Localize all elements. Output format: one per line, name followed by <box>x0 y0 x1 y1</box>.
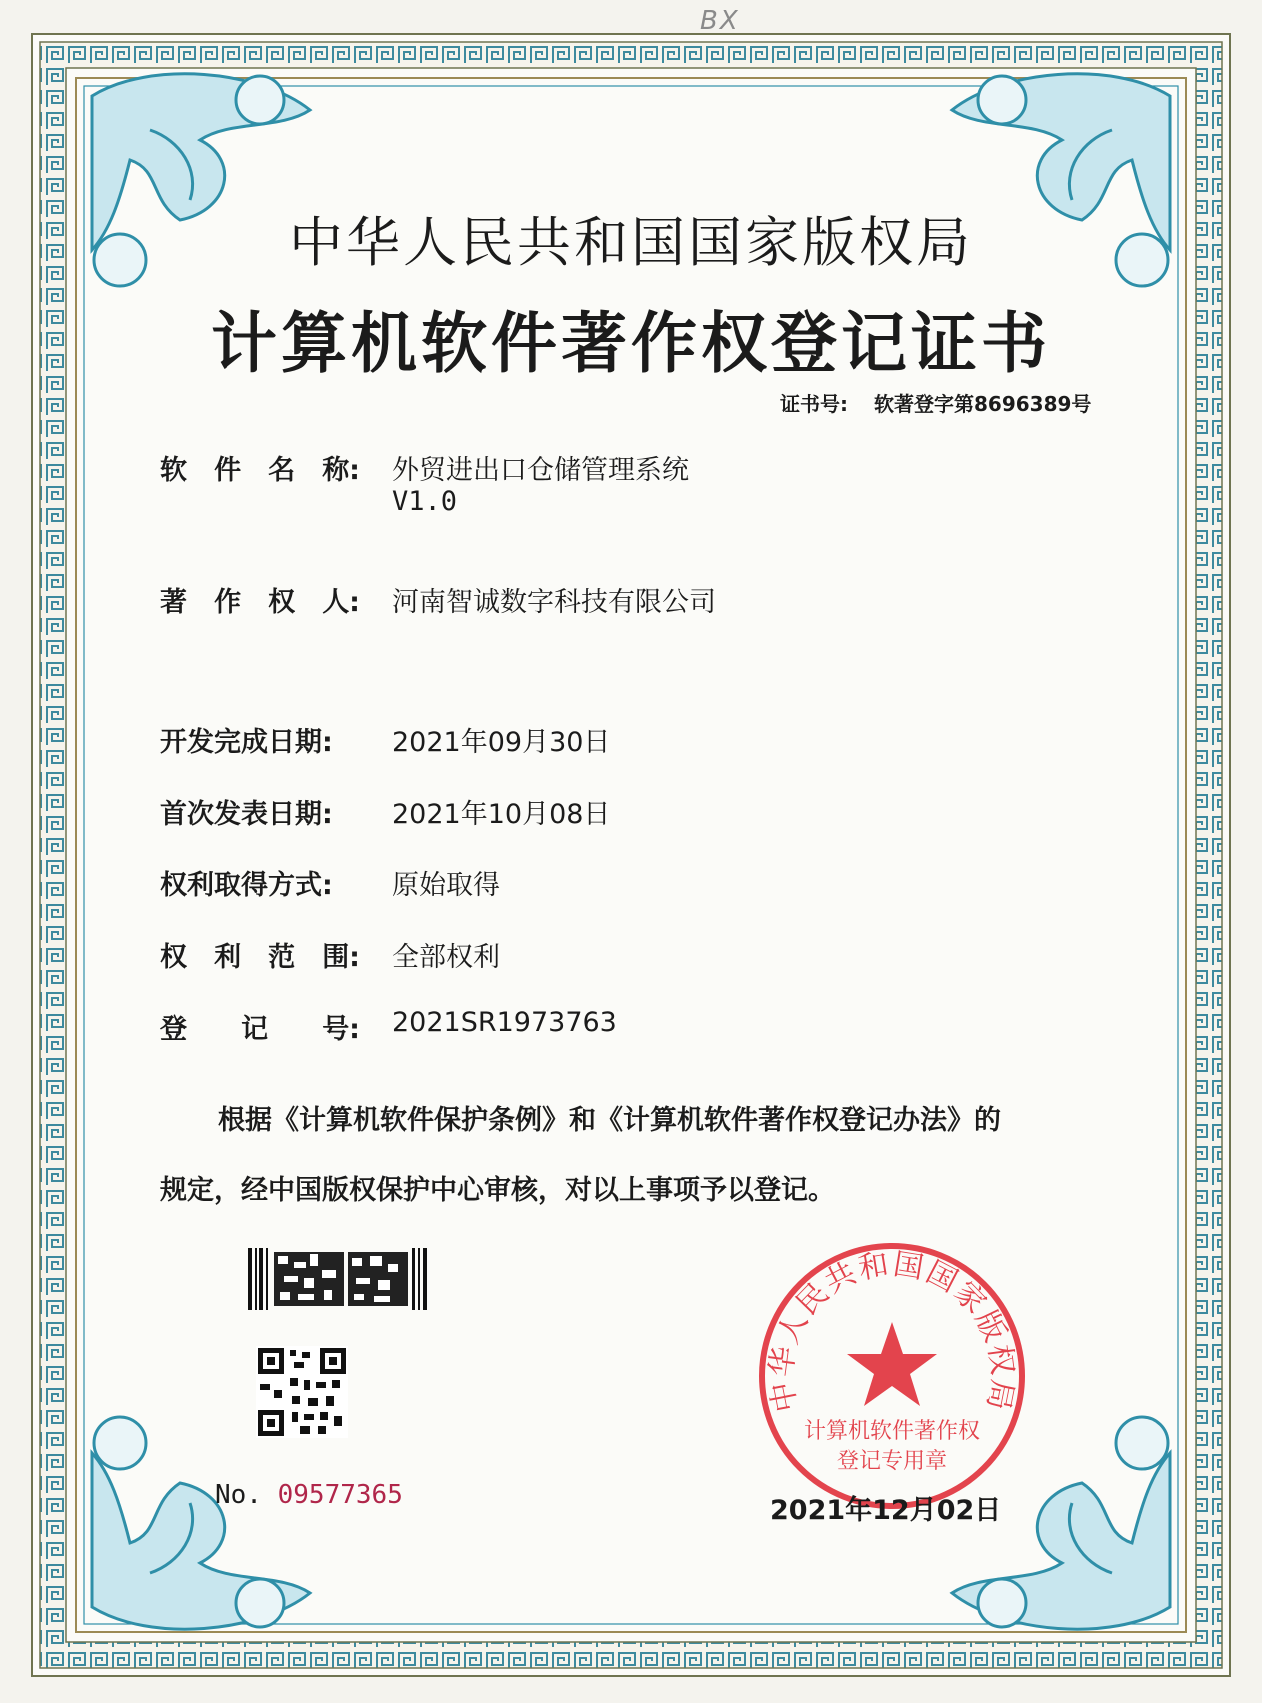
copyright-owner-value: 河南智诚数字科技有限公司 <box>392 587 716 618</box>
handwritten-mark: BX <box>700 6 740 36</box>
seal-center-line-2: 登记专用章 <box>836 1449 948 1474</box>
legal-basis-line-2: 规定，经中国版权保护中心审核，对以上事项予以登记。 <box>160 1175 835 1206</box>
certificate-number-label: 证书号: <box>780 392 848 416</box>
seal-ring-text: 中华人民共和国国家版权局 <box>763 1246 1021 1415</box>
field-label: 首次发表日期: <box>160 799 333 830</box>
field-label: 登 记 号: <box>160 1014 360 1045</box>
seal-center-line-1: 计算机软件著作权 <box>803 1419 981 1444</box>
field-label: 开发完成日期: <box>160 727 333 758</box>
certificate-title: 计算机软件著作权登记证书 <box>211 304 1051 382</box>
certificate-number <box>780 388 1091 417</box>
first-published-value: 2021年10月08日 <box>392 799 611 830</box>
qr-code <box>256 1346 348 1438</box>
legal-basis-line-1: 根据《计算机软件保护条例》和《计算机软件著作权登记办法》的 <box>218 1105 1001 1136</box>
issuer-name: 中华人民共和国国家版权局 <box>289 211 973 274</box>
corner-ornament-bottom-left <box>92 1417 310 1629</box>
official-seal <box>752 1236 1032 1516</box>
rights-scope-value: 全部权利 <box>392 942 500 973</box>
software-name-value: 外贸进出口仓储管理系统 <box>392 455 689 486</box>
development-completed-value: 2021年09月30日 <box>392 727 611 758</box>
serial-value: 09577365 <box>277 1480 403 1510</box>
field-label: 权 利 范 围: <box>160 942 360 973</box>
seal-star-icon <box>847 1322 937 1406</box>
issue-date: 2021年12月02日 <box>770 1495 1002 1526</box>
certificate-number-value: 软著登字第8696389号 <box>874 392 1092 416</box>
acquisition-method-value: 原始取得 <box>392 870 500 901</box>
software-version: V1.0 <box>392 486 458 517</box>
field-label: 著 作 权 人: <box>160 587 360 618</box>
registration-no-value: 2021SR1973763 <box>392 1007 617 1038</box>
field-label: 软 件 名 称: <box>160 455 360 486</box>
field-label: 权利取得方式: <box>160 870 333 901</box>
serial-number <box>215 1480 403 1510</box>
barcode <box>248 1248 428 1310</box>
serial-prefix: No. <box>215 1480 262 1510</box>
